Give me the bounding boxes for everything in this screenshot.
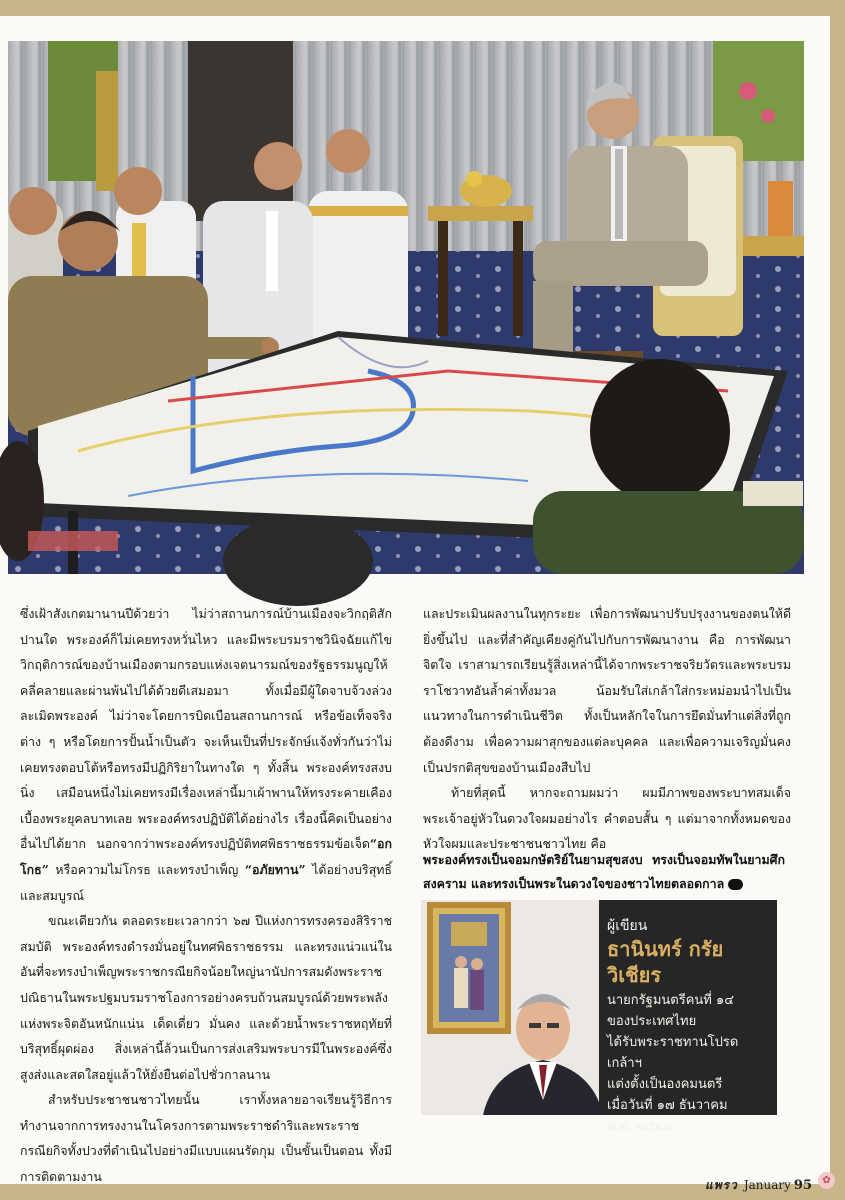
article-paragraph: และประเมินผลงานในทุกระยะ เพื่อการพัฒนาปรับปรุงงานของตนให้ดียิ่งขึ้นไป และที่สำคัญเคียงคู่กันไปกับการพัฒนางาน คือ การพัฒนาจิตใจ เราสามารถเรียนรู้สิ่งเหล่านี้ได้จากพระราชจริยวัตรและพระบรมราโชวาทอันล้ำค่าทั้งมวล น้อมรับใส่เกล้าใส่กระหม่อมนำไปเป็นแนวทางในการดำเนินชีวิต ทั้งเป็นหลักใจในการยึดมั่นทำแต่สิ่งที่ถูกต้องดีงาม เพื่อความผาสุกของแต่ละบุคคล และเพื่อความเจริญมั่นคงเป็นปรกติสุขของบ้านเมืองสืบไป xyxy=(423,606,791,775)
author-line: ของประเทศไทย xyxy=(607,1014,697,1029)
article-paragraph: สำหรับประชาชนชาวไทยนั้น เราทั้งหลายอาจเรียนรู้วิธีการทำงานจากการทรงงานในโครงการตามพระราชดำริและพระราชกรณียกิจทั้งปวงที่ดำเนินไปอย่างมีแบบแผนรัดกุม เป็นขั้นเป็นตอน ทั้งมีการติดตามงาน xyxy=(20,1092,392,1185)
author-name: ธานินทร์ กรัยวิเชียร xyxy=(607,937,724,987)
article-right-column xyxy=(423,601,791,857)
article-paragraph: ขณะเดียวกัน ตลอดระยะเวลากว่า ๖๗ ปีแห่งการทรงครองสิริราชสมบัติ พระองค์ทรงดำรงมั่นอยู่ในทศพิธราชธรรม และทรงแน่วแน่ในอันที่จะทรงบำเพ็ญพระราชกรณียกิจน้อยใหญ่นานัปการสมดังพระราชปณิธานในพระปฐมบรมราชโองการอย่างครบถ้วนสมบูรณ์ด้วยพระพลังแห่งพระจิตอันหนักแน่น เด็ดเดี่ยว มั่นคง และด้วยน้ำพระราชหฤทัยที่บริสุทธิ์ผุดผ่อง สิ่งเหล่านี้ล้วนเป็นการส่งเสริมพระบารมีในพระองค์ซึ่งสูงส่งและสดใสอยู่แล้วให้ยั่งยืนต่อไปชั่วกาลนาน xyxy=(20,913,392,1082)
footer-month: January xyxy=(743,1178,791,1192)
author-line: ได้รับพระราชทานโปรดเกล้าฯ xyxy=(607,1035,739,1071)
author-label: ผู้เขียน xyxy=(607,918,648,934)
end-mark-icon xyxy=(728,879,743,890)
author-photo-illustration xyxy=(421,900,599,1115)
author-box xyxy=(421,900,777,1134)
audience-photo xyxy=(8,41,804,574)
page-number: 95 xyxy=(793,1178,813,1193)
closing-statement: พระองค์ทรงเป็นจอมกษัตริย์ในยามสุขสงบ ทรงเป็นจอมทัพในยามศึกสงคราม และทรงเป็นพระในดวงใจของชาวไทยตลอดกาล xyxy=(423,852,785,891)
audience-photo-illustration xyxy=(8,41,804,574)
magazine-page xyxy=(0,16,830,1193)
term-akrodha: “อกโกธ” xyxy=(20,836,392,877)
author-photo xyxy=(421,900,599,1115)
author-line: พ.ศ. ๒๕๒๐ xyxy=(607,1119,672,1134)
author-line: แต่งตั้งเป็นองคมนตรี xyxy=(607,1077,723,1092)
author-info xyxy=(607,916,773,1137)
article-paragraph: ท้ายที่สุดนี้ หากจะถามผมว่า ผมมีภาพของพระบาทสมเด็จพระเจ้าอยู่หัวในดวงใจผมอย่างไร คำตอบสั้น ๆ แต่มาจากทั้งหมดของหัวใจผมและประชาชนชาวไทย คือ xyxy=(423,785,791,852)
magazine-name: แพรว xyxy=(705,1178,738,1192)
author-line: เมื่อวันที่ ๑๗ ธันวาคม xyxy=(607,1098,728,1113)
term-aphaiyathan: “อภัยทาน” xyxy=(244,861,306,877)
page-footer xyxy=(705,1176,812,1195)
author-line: นายกรัฐมนตรีคนที่ ๑๔ xyxy=(607,993,735,1008)
article-paragraph: ซึ่งเฝ้าสังเกตมานานปีด้วยว่า ไม่ว่าสถานการณ์บ้านเมืองจะวิกฤติสักปานใด พระองค์ก็ไม่เคยทรงหวั่นไหว และมีพระบรมราชวินิจฉัยแก้ไขวิกฤติการณ์ของบ้านเมืองตามกรอบแห่งเจตนารมณ์ของรัฐธรรมนูญให้คลี่คลายและผ่านพ้นไปได้ด้วยดีเสมอมา ทั้งเมื่อมีผู้ใดจาบจ้วงล่วงละเมิดพระองค์ ไม่ว่าจะโดยการบิดเบือนสถานการณ์ หรือข้อเท็จจริงต่าง ๆ หรือโดยการปั้นน้ำเป็นตัว จะเห็นเป็นที่ประจักษ์แจ้งทั่วกันว่าไม่เคยทรงตอบโต้หรือทรงมีปฏิกิริยาในทางใด ๆ ทั้งสิ้น พระองค์ทรงสงบนิ่ง เสมือนหนึ่งไม่เคยทรงมีเรื่องเหล่านี้มาเผ้าพานให้ทรงระคายเคืองเบื้องพระยุคลบาทเลย พระองค์ทรงปฏิบัติได้อย่างไร เรื่องนี้คิดเป็นอย่างอื่นไปได้ยาก นอกจากว่าพระองค์ทรงปฏิบัติทศพิธราชธรรมข้อเจ็ด“อกโกธ” หรือความไม่โกรธ และทรงบำเพ็ญ “อภัยทาน” ได้อย่างบริสุทธิ์และสมบูรณ์ xyxy=(20,606,392,903)
article-left-column xyxy=(20,601,392,1190)
corner-stamp-icon: ✿ xyxy=(818,1172,835,1189)
